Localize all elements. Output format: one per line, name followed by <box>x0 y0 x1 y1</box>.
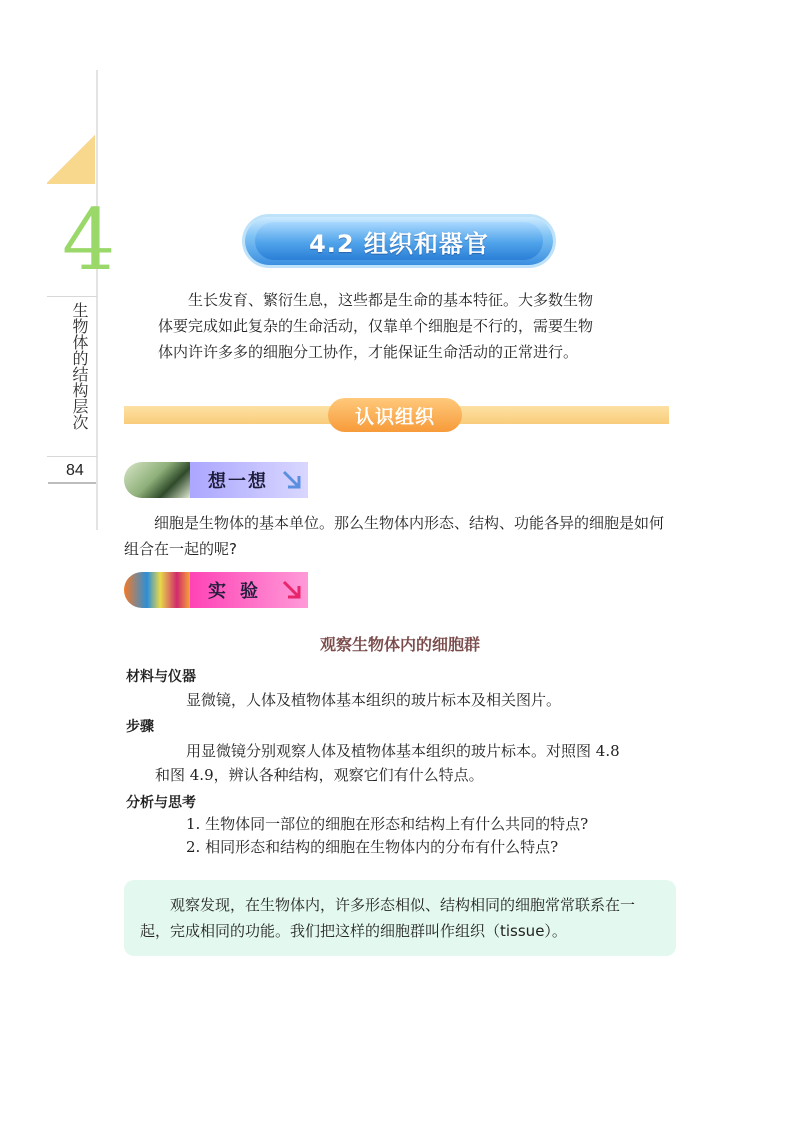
experiment-photo <box>124 572 190 608</box>
question-item: 2. 相同形态和结构的细胞在生物体内的分布有什么特点? <box>186 838 559 856</box>
corner-decoration <box>47 134 95 184</box>
steps-line: 用显微镜分别观察人体及植物体基本组织的玻片标本。对照图 4.8 <box>186 742 620 760</box>
section-banner-label: 认识组织 <box>354 405 435 428</box>
think-text: 细胞是生物体的基本单位。那么生物体内形态、结构、功能各异的细胞是如何组合在一起的呢? <box>124 514 665 558</box>
think-tag-label: 想一想 <box>208 471 268 492</box>
think-paragraph <box>124 510 672 562</box>
experiment-tag-label: 实验 <box>208 581 272 602</box>
question-item: 1. 生物体同一部位的细胞在形态和结构上有什么共同的特点? <box>186 815 589 833</box>
section-title: 4.2 组织和器官 <box>309 229 489 258</box>
arrow-down-right-icon <box>280 578 304 602</box>
summary-box <box>124 880 676 956</box>
steps-heading: 步骤 <box>126 719 154 735</box>
intro-paragraph <box>158 287 648 365</box>
chapter-number: 4 <box>62 191 116 289</box>
section-title-pill <box>245 217 553 265</box>
margin-rule <box>47 456 97 457</box>
materials-heading: 材料与仪器 <box>126 669 196 685</box>
intro-line: 体要完成如此复杂的生命活动，仅靠单个细胞是不行的，需要生物 <box>158 317 594 335</box>
arrow-down-right-icon <box>280 468 304 492</box>
summary-text: 观察发现，在生物体内，许多形态相似、结构相同的细胞常常联系在一起，完成相同的功能。我们把这样的细胞群叫作组织（tissue）。 <box>140 896 636 940</box>
intro-line: 体内许许多多的细胞分工协作，才能保证生命活动的正常进行。 <box>158 343 579 361</box>
think-photo <box>124 462 190 498</box>
margin-strip <box>0 0 116 540</box>
experiment-title: 观察生物体内的细胞群 <box>319 635 480 654</box>
margin-divider <box>96 70 98 530</box>
page-number-underline <box>48 482 96 484</box>
materials-text: 显微镜，人体及植物体基本组织的玻片标本及相关图片。 <box>186 691 562 709</box>
intro-line: 生长发育、繁衍生息，这些都是生命的基本特征。大多数生物 <box>188 291 594 309</box>
section-banner-pill <box>328 398 462 432</box>
experiment-tag <box>124 572 308 608</box>
margin-rule <box>47 296 97 297</box>
page-number: 84 <box>66 462 84 479</box>
steps-line: 和图 4.9，辨认各种结构，观察它们有什么特点。 <box>155 766 484 784</box>
analysis-heading: 分析与思考 <box>126 795 196 811</box>
chapter-title: 生物体的结构层次 <box>70 302 87 430</box>
think-tag <box>124 462 308 498</box>
